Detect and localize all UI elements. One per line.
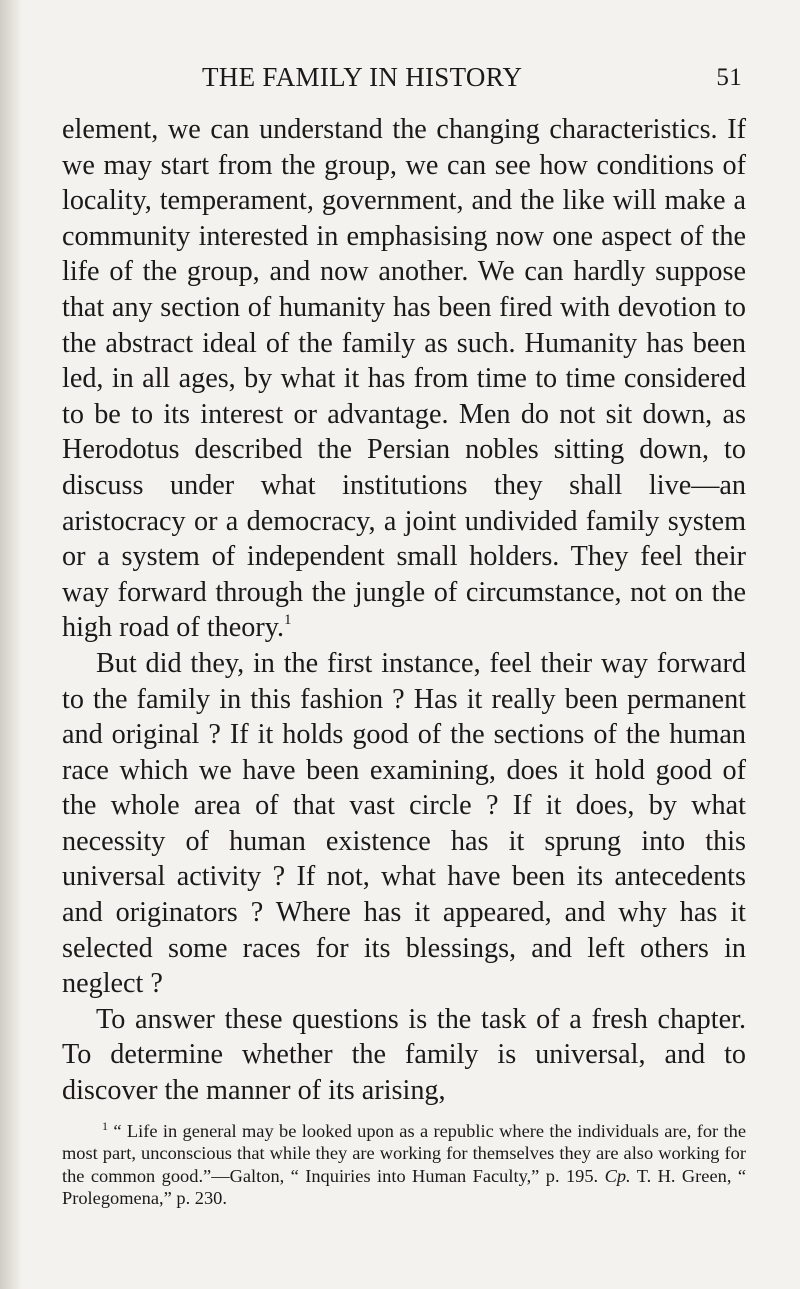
footnote-cp: Cp.: [604, 1165, 631, 1186]
footnote-reference: 1: [284, 612, 292, 629]
footnote-text-2: T. H. Green, “ Prolegomena,” p. 230.: [62, 1165, 747, 1209]
paragraph-1-text: element, we can understand the changing characteristics. If we may start from the group, we can see how conditions of locality, temperament, government, and the like will make a community interested in emphasising now one aspect of the life of the group, and now another. We can hardly suppose that any section of humanity has been fired with devotion to the abstract ideal of the family as such. Humanity has been led, in all ages, by what it has from time to time considered to be to its interest or advantage. Men do not sit down, as Herodotus described the Persian nobles sitting down, to discuss under what institutions they shall live—an aristocracy or a democracy, a joint undivided family system or a system of independent small holders. They feel their way forward through the jungle of circumstance, not on the high road of theory.: [62, 114, 746, 644]
page-number: 51: [716, 64, 742, 91]
running-head: [62, 62, 746, 102]
footnote-mark: 1: [102, 1118, 108, 1133]
book-page: [62, 0, 746, 1210]
footnote: [62, 1115, 746, 1210]
paragraph-2: But did they, in the first instance, feel their way forward to the family in this fashion ? Has it really been permanent and original ? If it holds good of the sections of the human race which we have been examining, does it hold good of the whole area of that vast circle ? If it does, by what necessity of human existence has it sprung into this universal activity ? If not, what have been its antecedents and originators ? Where has it appeared, and why has it selected some races for its blessings, and left others in neglect ?: [62, 647, 746, 1000]
paragraph-3: To answer these questions is the task of a fresh chapter. To determine whether the family is universal, and to discover the manner of its arising,: [62, 1003, 746, 1107]
page-gutter-shadow: [0, 0, 22, 1289]
running-title: THE FAMILY IN HISTORY: [202, 62, 523, 92]
paragraph-1: [62, 112, 746, 646]
footnote-text-1: “ Life in general may be looked upon as a republic where the individuals are, for the most part, unconscious that while they are working for themselves they are also working for the common good.”—Galton, “ Inquiries into Human Faculty,” p. 195.: [62, 1120, 746, 1186]
body-text: [62, 112, 746, 1109]
